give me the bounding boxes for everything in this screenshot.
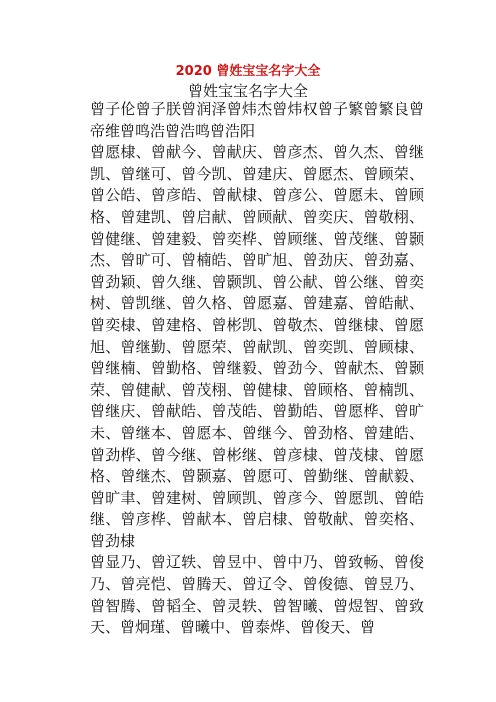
name-list-paragraph: 曾愿棣、曾献今、曾献庆、曾彦杰、曾久杰、曾继凯、曾继可、曾今凯、曾建庆、曾愿杰、曾顾荣、曾公皓、曾彦皓、曾献棣、曾彦公、曾愿未、曾顾格、曾建凯、曾启献、曾顾献、曾奕庆、曾敬栩、曾健继、曾建毅、曾奕桦、曾顾继、曾茂继、曾颢杰、曾旷可、曾楠皓、曾旷旭、曾劲庆、曾劲嘉、曾劲颖、曾久继、曾颢凯、曾公献、曾公继、曾奕树、曾凯继、曾久格、曾愿嘉、曾建嘉、曾皓献、曾奕棣、曾建格、曾彬凯、曾敬杰、曾继棣、曾愿旭、曾继勤、曾愿荣、曾献凯、曾奕凯、曾顾棣、曾继楠、曾勤格、曾继毅、曾劲今、曾献杰、曾颢荣、曾健献、曾茂栩、曾健棣、曾顾格、曾楠凯、曾继庆、曾献皓、曾茂皓、曾勤皓、曾愿桦、曾旷未、曾继本、曾愿本、曾继今、曾劲格、曾建皓、曾劲桦、曾今继、曾彬继、曾彦棣、曾茂棣、曾愿格、曾继杰、曾颢嘉、曾愿可、曾勤继、曾献毅、曾旷聿、曾建树、曾顾凯、曾彦今、曾愿凯、曾皓继、曾彦桦、曾献本、曾启棣、曾敬献、曾奕格、曾劲棣 [90, 143, 424, 550]
document-title: 2020 曾姓宝宝名字大全 [175, 64, 321, 79]
document-body [90, 99, 424, 639]
name-list-paragraph: 曾显乃、曾辽轶、曾昱中、曾中乃、曾致畅、曾俊乃、曾亮恺、曾腾天、曾辽令、曾俊德、曾昱乃、曾智腾、曾韬全、曾灵轶、曾智曦、曾煜智、曾致天、曾炯瑾、曾曦中、曾泰烨、曾俊天、曾 [90, 553, 424, 637]
name-list-paragraph: 曾子伦曾子朕曾润泽曾炜杰曾炜权曾子繁曾繁良曾帝维曾鸣浩曾浩鸣曾浩阳 [90, 100, 424, 140]
document-subtitle: 曾姓宝宝名字大全 [187, 82, 308, 100]
